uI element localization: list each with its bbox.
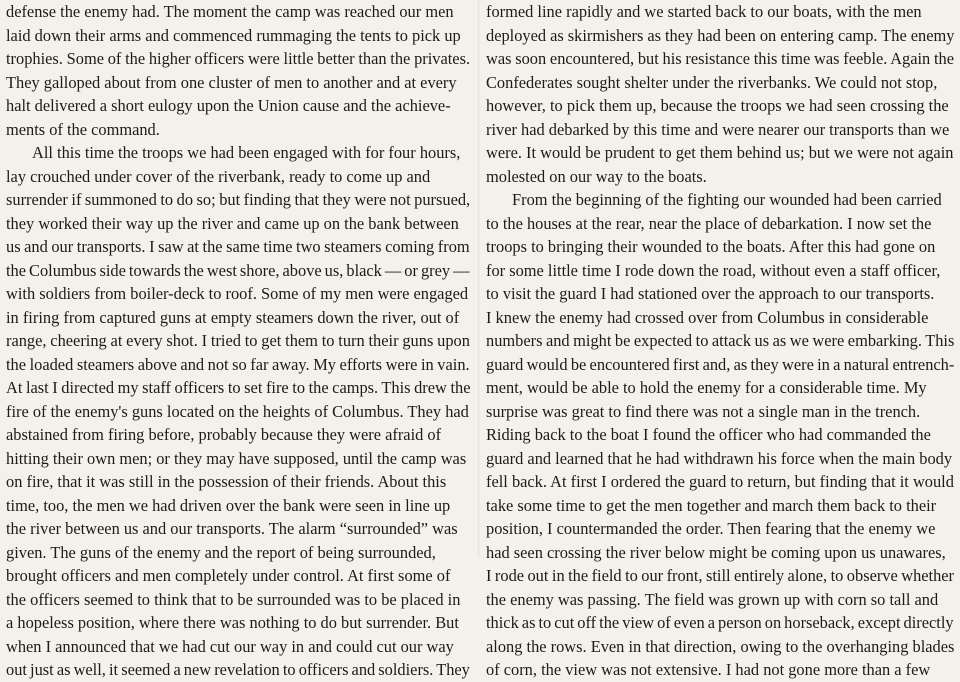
text-line: the loaded steamers above and not so far away. My efforts were in vain. [6, 354, 470, 374]
text-line: halt delivered a short eulogy upon the Union cause and the achieve- [6, 96, 451, 115]
text-line: lay crouched under cover of the riverbank, ready to come up and [6, 166, 431, 186]
text-line: of corn, the view was not extensive. I had not gone more than a few [486, 660, 931, 679]
text-line: surrender if summoned to do so; but finding that they were not pursued, [6, 190, 471, 209]
text-line: river had debarked by this time and were nearer our transports than we [486, 119, 950, 139]
text-line: laid down their arms and commenced rummaging the tents to pick up [6, 25, 461, 45]
text-line: to visit the guard I had stationed over the approach to our transports. [486, 284, 935, 303]
text-line: to the houses at the rear, near the place of debarkation. I now set the [486, 213, 932, 233]
text-line: were. It would be prudent to get them behind us; but we were not again [486, 143, 954, 162]
text-line: time, too, the men we had driven over the bank were seen in line up [6, 495, 451, 515]
right-text-column [486, 0, 954, 682]
text-line: ments of the command. [6, 119, 160, 139]
text-line: formed line rapidly and we started back to our boats, with the men [486, 2, 922, 21]
text-line: thick as to cut off the view of even a person on horseback, except directly [486, 613, 954, 632]
text-line: the enemy was passing. The field was grown up with corn so tall and [486, 589, 939, 609]
text-line: deployed as skirmishers as they had been on entering camp. The enemy [486, 25, 955, 45]
text-line: From the beginning of the fighting our wounded had been carried [512, 190, 942, 209]
text-line: however, to pick them up, because the troops we had seen crossing the [486, 96, 949, 115]
text-line: Riding back to the boat I found the officer who had commanded the [486, 425, 931, 444]
text-line: guard and learned that he had withdrawn his force when the main body [486, 448, 953, 468]
text-line: fire of the enemy's guns located on the heights of Columbus. They had [6, 401, 469, 421]
text-line: hitting their own men; or they may have supposed, until the camp was [6, 448, 467, 468]
text-line: defense the enemy had. The moment the camp was reached our men [6, 2, 454, 21]
text-line: molested on our way to the boats. [486, 166, 707, 186]
text-line: I knew the enemy had crossed over from Columbus in considerable [486, 307, 929, 327]
text-line: had seen crossing the river below might be coming upon us unawares, [486, 542, 946, 562]
text-line: was soon encountered, but his resistance this time was feeble. Again the [486, 49, 955, 68]
text-line: They galloped about from one cluster of men to another and at every [6, 72, 457, 92]
left-text-column [6, 0, 470, 682]
text-line: At last I directed my staff officers to set fire to the camps. This drew the [6, 378, 471, 397]
text-line: in firing from captured guns at empty steamers down the river, out of [6, 307, 460, 327]
text-line: on fire, that it was still in the possession of their friends. About this [6, 472, 447, 491]
text-line: they worked their way up the river and came up on the bank between [6, 213, 459, 233]
text-line: I rode out in the field to our front, still entirely alone, to observe whether [486, 566, 955, 585]
text-line: troops to bringing their wounded to the boats. After this had gone on [486, 237, 936, 256]
text-line: Confederates sought shelter under the riverbanks. We could not stop, [486, 72, 938, 92]
text-line: ment, would be able to hold the enemy for a considerable time. My [486, 378, 927, 397]
text-line: the officers seemed to think that to be surrounded was to be placed in [6, 589, 461, 609]
text-line: trophies. Some of the higher officers were little better than the privates. [6, 49, 471, 68]
text-line: range, cheering at every shot. I tried to get them to turn their guns upon [6, 331, 470, 350]
page-gutter [478, 0, 480, 557]
text-line: us and our transports. I saw at the same time two steamers coming from [6, 237, 470, 256]
text-line: fell back. At first I ordered the guard to return, but finding that it would [486, 472, 954, 491]
text-line: the river between us and our transports. The alarm “surrounded” was [6, 519, 458, 538]
text-line: guard would be encountered first and, as they were in a natural entrench- [486, 354, 955, 374]
text-line: with soldiers from boiler-deck to roof. Some of my men were engaged [6, 284, 469, 303]
text-line: for some little time I rode down the road, without even a staff officer, [486, 260, 941, 280]
text-line: when I announced that we had cut our way in and could cut our way [6, 636, 454, 656]
text-line: position, I countermanded the order. Then fearing that the enemy we [486, 519, 936, 538]
text-line: out just as well, it seemed a new revelation to officers and soldiers. They [6, 660, 470, 679]
text-line: a hopeless position, where there was nothing to do but surrender. But [6, 613, 459, 632]
text-line: surprise was great to find there was not a single man in the trench. [486, 401, 921, 421]
text-line: abstained from firing before, probably because they were afraid of [6, 425, 442, 444]
text-line: All this time the troops we had been engaged with for four hours, [32, 143, 461, 162]
text-line: brought officers and men completely under control. At first some of [6, 566, 451, 585]
text-line: numbers and might be expected to attack us as we were embarking. This [486, 331, 955, 350]
text-line: given. The guns of the enemy and the report of being surrounded, [6, 542, 436, 562]
text-line: along the rows. Even in that direction, owing to the overhanging blades [486, 636, 955, 656]
text-line: take some time to get the men together and march them back to their [486, 495, 937, 515]
text-line: the Columbus side towards the west shore, above us, black — or grey — [6, 260, 470, 280]
